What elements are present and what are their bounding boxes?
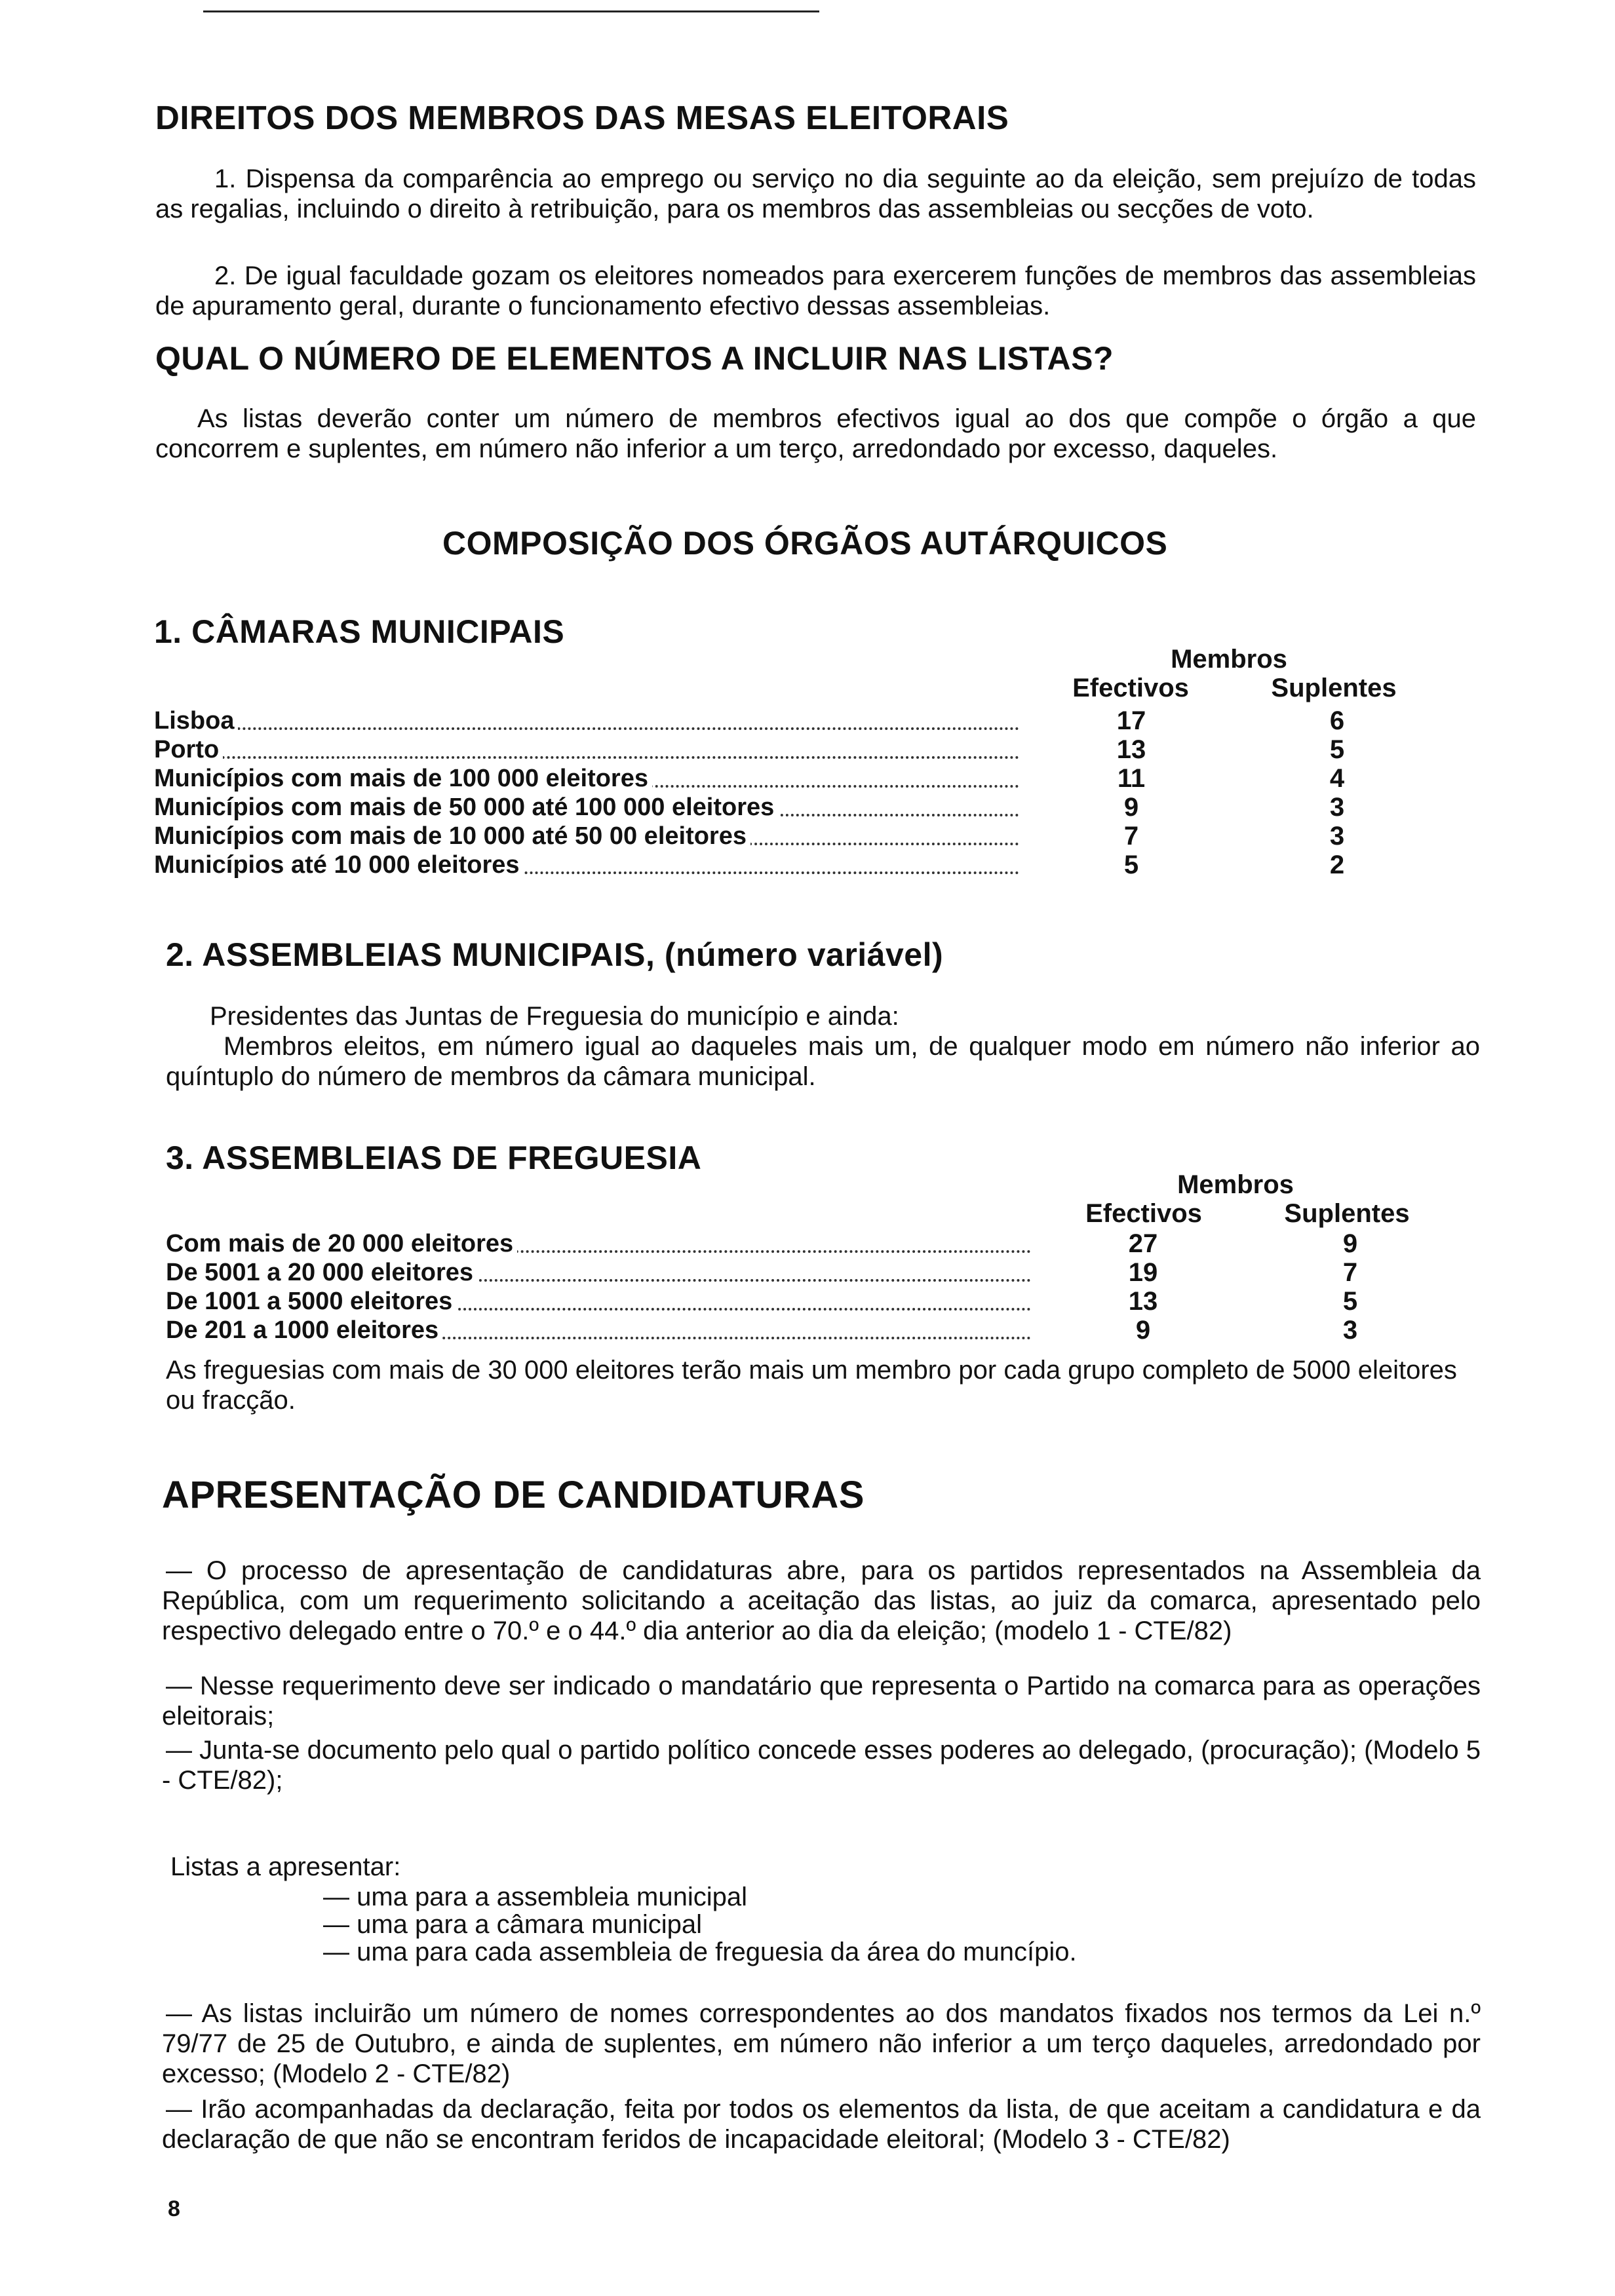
dotted-leader [154,727,1019,730]
candidaturas-paragraph-1: — O processo de apresentação de candidaturas abre, para os partidos representados na Assembleia da República, com um requerimento solicitando a aceitação das listas, ao juiz da comarca, apresentado pelo respectivo delegado entre o 70.º e o 44.º dia anterior ao dia da eleição; (modelo 1 - CTE/82) [162,1556,1481,1645]
table-row [154,851,1019,879]
section-title-numero: QUAL O NÚMERO DE ELEMENTOS A INCLUIR NAS LISTAS? [155,340,1114,377]
row-label: Municípios com mais de 100 000 eleitores [154,764,652,793]
suplentes-value: 5 [1329,735,1345,764]
assembleias-municipais-line1: Presidentes das Juntas de Freguesia do município e ainda: [210,1002,899,1031]
efectivos-value: 27 [1128,1229,1158,1258]
camaras-membros-header: Membros [1171,645,1287,674]
efectivos-value: 19 [1128,1258,1158,1287]
row-label: De 201 a 1000 eleitores [166,1316,442,1345]
suplentes-value: 5 [1342,1287,1358,1316]
table-row [166,1258,1031,1287]
candidaturas-paragraph-4: — As listas incluirão um número de nomes correspondentes ao dos mandatos fixados nos termos da Lei n.º 79/77 de 25 de Outubro, e ainda de suplentes, em número não inferior a um terço daqueles, arredondado por excesso; (Modelo 2 - CTE/82) [162,1999,1481,2088]
section-title-composicao: COMPOSIÇÃO DOS ÓRGÃOS AUTÁRQUICOS [442,525,1168,562]
efectivos-value: 13 [1128,1287,1158,1316]
efectivos-value: 17 [1116,706,1146,735]
row-label: Municípios com mais de 10 000 até 50 00 eleitores [154,822,750,851]
camaras-title: 1. CÂMARAS MUNICIPAIS [154,613,565,650]
table-row [154,764,1019,793]
freguesia-efectivos-header: Efectivos [1085,1199,1202,1228]
section-title-candidaturas: APRESENTAÇÃO DE CANDIDATURAS [162,1474,865,1516]
candidaturas-paragraph-2: — Nesse requerimento deve ser indicado o mandatário que representa o Partido na comarca para as operações eleitorais; [162,1672,1481,1731]
paragraph-numero: As listas deverão conter um número de membros efectivos igual ao dos que compõe o órgão a que concorrem e suplentes, em número não inferior a um terço, arredondado por excesso, daqueles. [155,404,1476,463]
top-rule [203,10,819,12]
table-row [154,735,1019,764]
row-label: De 5001 a 20 000 eleitores [166,1258,477,1287]
suplentes-value: 3 [1342,1316,1358,1345]
paragraph-direitos-1: 1. Dispensa da comparência ao emprego ou serviço no dia seguinte ao da eleição, sem prejuízo de todas as regalias, incluindo o direito à retribuição, para os membros das assembleias ou secções de voto. [155,164,1476,223]
section-title-direitos: DIREITOS DOS MEMBROS DAS MESAS ELEITORAIS [155,99,1009,136]
row-label: Com mais de 20 000 eleitores [166,1229,517,1258]
row-label: De 1001 a 5000 eleitores [166,1287,456,1316]
suplentes-value: 3 [1329,822,1345,851]
listas-item: — uma para cada assembleia de freguesia da área do muncípio. [323,1938,1077,1966]
row-label: Porto [154,735,223,764]
listas-item: — uma para a câmara municipal [323,1910,703,1939]
candidaturas-paragraph-5: — Irão acompanhadas da declaração, feita por todos os elementos da lista, de que aceitam a candidatura e da declaração de que não se encontram feridos de incapacidade eleitoral; (Modelo 3 - CTE/82) [162,2095,1481,2154]
suplentes-value: 7 [1342,1258,1358,1287]
suplentes-value: 2 [1329,851,1345,879]
listas-label: Listas a apresentar: [170,1852,401,1881]
dotted-leader [154,756,1019,759]
listas-item: — uma para a assembleia municipal [323,1883,747,1911]
efectivos-value: 13 [1116,735,1146,764]
table-row [154,793,1019,822]
candidaturas-paragraph-3: — Junta-se documento pelo qual o partido político concede esses poderes ao delegado, (procuração); (Modelo 5 - CTE/82); [162,1736,1481,1795]
row-label: Lisboa [154,706,238,735]
row-label: Municípios com mais de 50 000 até 100 000 eleitores [154,793,778,822]
freguesia-suplentes-header: Suplentes [1284,1199,1410,1228]
suplentes-value: 9 [1342,1229,1358,1258]
efectivos-value: 7 [1123,822,1139,851]
freguesia-membros-header: Membros [1177,1170,1294,1199]
efectivos-value: 11 [1117,764,1146,793]
camaras-efectivos-header: Efectivos [1072,674,1189,702]
row-label: Municípios até 10 000 eleitores [154,851,524,879]
suplentes-value: 3 [1329,793,1345,822]
suplentes-value: 4 [1329,764,1345,793]
efectivos-value: 5 [1123,851,1139,879]
table-row [166,1287,1031,1316]
table-row [154,822,1019,851]
paragraph-direitos-2: 2. De igual faculdade gozam os eleitores nomeados para exercerem funções de membros das assembleias de apuramento geral, durante o funcionamento efectivo dessas assembleias. [155,261,1476,320]
assembleias-municipais-title: 2. ASSEMBLEIAS MUNICIPAIS, (número variável) [166,936,944,973]
freguesia-note: As freguesias com mais de 30 000 eleitores terão mais um membro por cada grupo completo de 5000 eleitores ou fracção. [166,1356,1457,1415]
page-number: 8 [168,2196,180,2221]
efectivos-value: 9 [1123,793,1139,822]
assembleias-municipais-line2: Membros eleitos, em número igual ao daqueles mais um, de qualquer modo em número não inferior ao quíntuplo do número de membros da câmara municipal. [166,1032,1480,1091]
suplentes-value: 6 [1329,706,1345,735]
camaras-suplentes-header: Suplentes [1271,674,1397,702]
table-row [154,706,1019,735]
assembleias-freguesia-title: 3. ASSEMBLEIAS DE FREGUESIA [166,1139,702,1176]
efectivos-value: 9 [1135,1316,1151,1345]
table-row [166,1229,1031,1258]
table-row [166,1316,1031,1345]
